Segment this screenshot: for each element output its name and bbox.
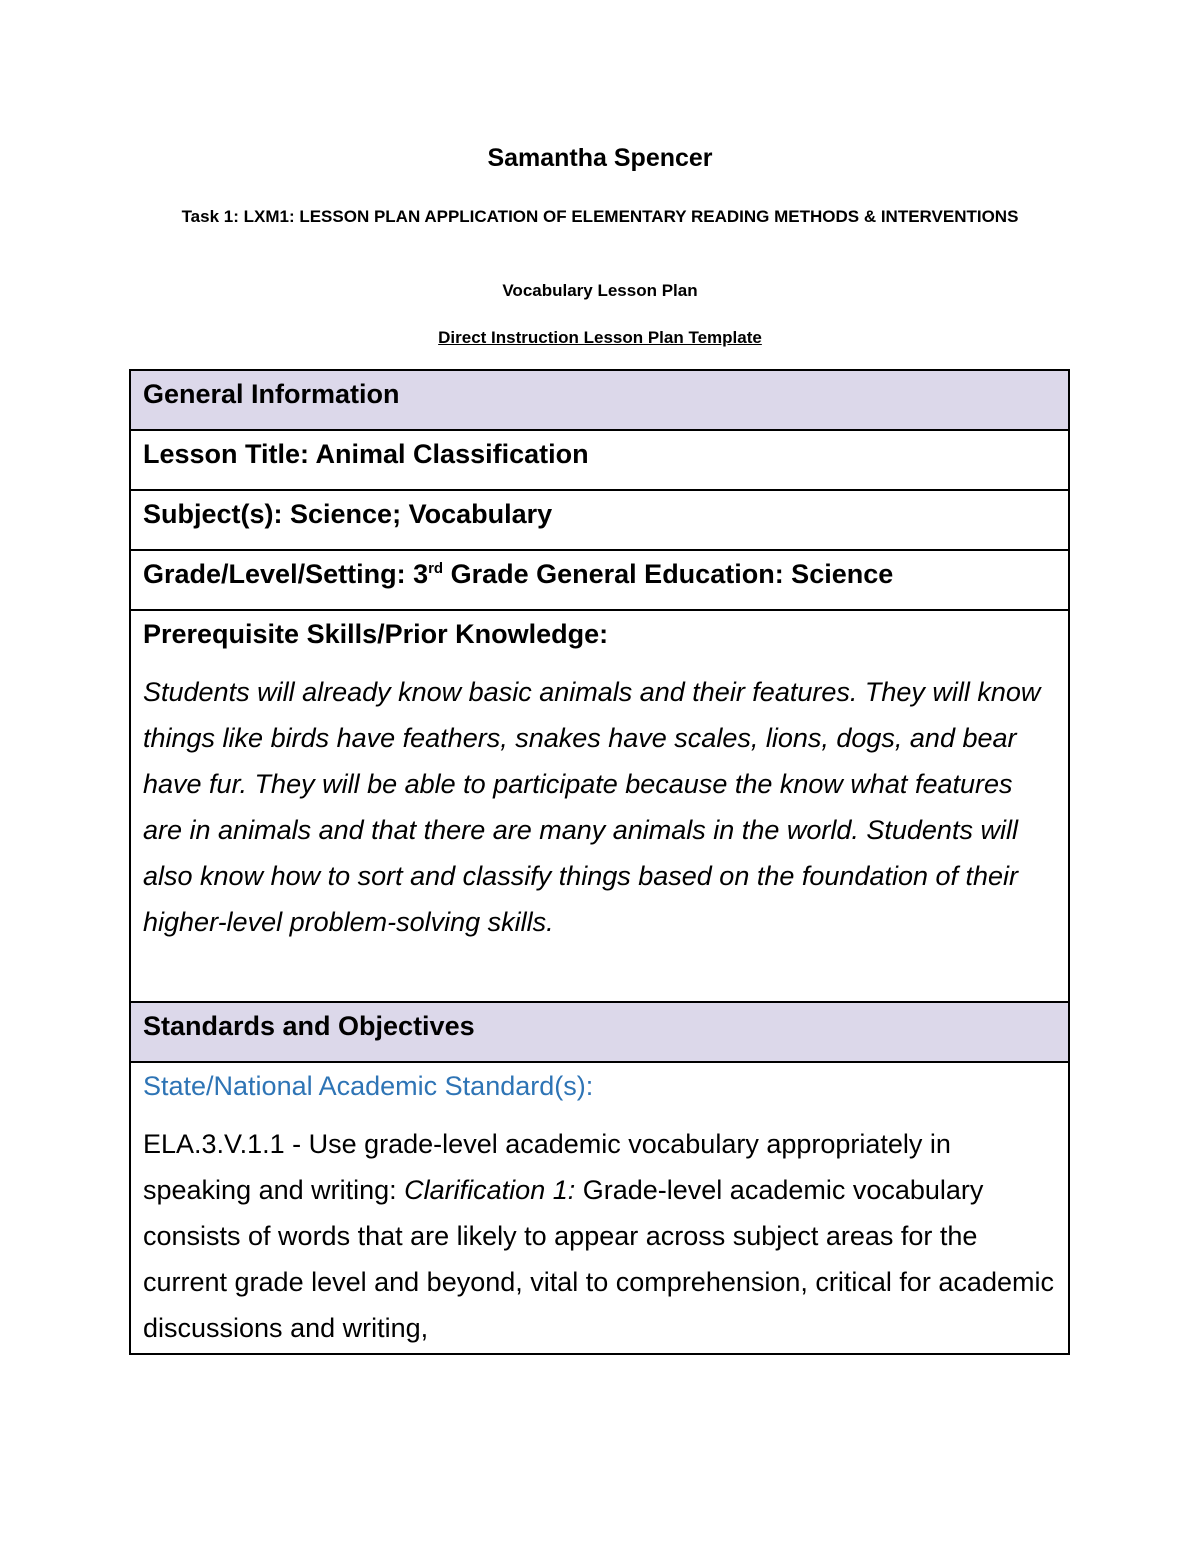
prerequisite-label: Prerequisite Skills/Prior Knowledge: xyxy=(143,619,609,649)
standards-text-part2: Grade-level academic vocabulary consists of words that are likely to appear across subject areas for the current grade level and beyond, vital to comprehension, critical for academic discussions and writing, xyxy=(143,1175,1054,1343)
grade-suffix: Grade General Education: Science xyxy=(443,559,894,589)
plan-type: Vocabulary Lesson Plan xyxy=(502,281,698,300)
author-name: Samantha Spencer xyxy=(487,144,713,172)
general-information-heading: General Information xyxy=(130,370,1069,430)
standards-heading: Standards and Objectives xyxy=(130,1002,1069,1062)
table-row xyxy=(130,370,1069,430)
table-row xyxy=(130,430,1069,490)
task-title: Task 1: LXM1: LESSON PLAN APPLICATION OF ELEMENTARY READING METHODS & INTERVENTIONS xyxy=(181,207,1019,226)
standards-cell xyxy=(130,1062,1069,1354)
clarification-label: Clarification 1: xyxy=(404,1175,576,1205)
grade-prefix: Grade/Level/Setting: 3 xyxy=(143,559,429,589)
standards-text-part1: ELA.3.V.1.1 - Use grade-level academic vocabulary appropriately in speaking and writing: xyxy=(143,1129,951,1205)
subjects: Subject(s): Science; Vocabulary xyxy=(130,490,1069,550)
table-row xyxy=(130,490,1069,550)
table-row xyxy=(130,1062,1069,1354)
table-row xyxy=(130,610,1069,1002)
prerequisite-cell xyxy=(130,610,1069,1002)
standards-label: State/National Academic Standard(s): xyxy=(143,1071,594,1101)
lesson-title: Lesson Title: Animal Classification xyxy=(130,430,1069,490)
grade-level-setting xyxy=(130,550,1069,610)
template-title: Direct Instruction Lesson Plan Template xyxy=(438,328,762,347)
lesson-plan-table xyxy=(129,369,1070,1355)
grade-ordinal: rd xyxy=(428,560,444,577)
table-row xyxy=(130,550,1069,610)
table-row xyxy=(130,1002,1069,1062)
standards-text xyxy=(143,1121,1056,1351)
prerequisite-text: Students will already know basic animals and their features. They will know things like birds have feathers, snakes have scales, lions, dogs, and bear have fur. They will be able to participate because the know what features are in animals and that there are many animals in the world. Students will also know how to sort and classify things based on the foundation of their higher-level problem-solving skills. xyxy=(143,677,1041,937)
